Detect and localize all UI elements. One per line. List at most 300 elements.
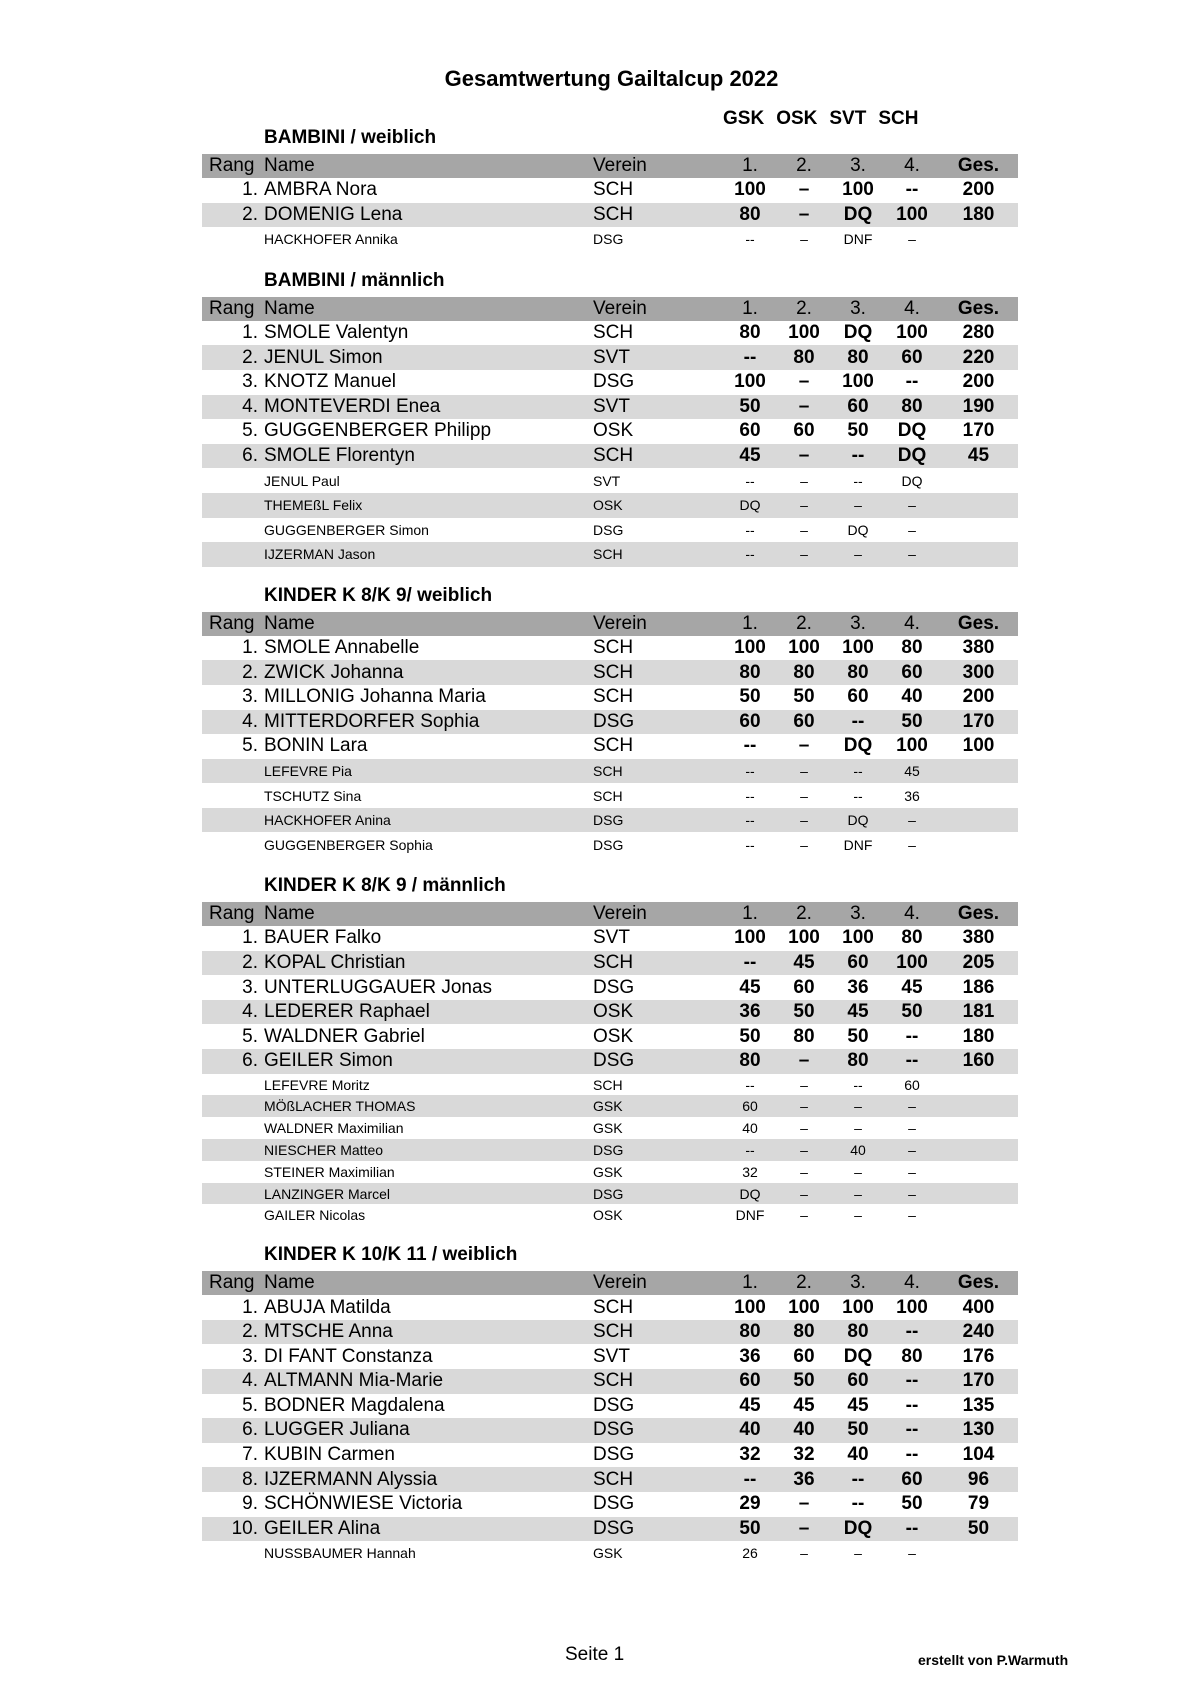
race-result: 29	[739, 1493, 761, 1515]
header-race: 1.	[723, 612, 777, 636]
club-cell: DSG	[586, 808, 723, 833]
rank-cell: 3.	[242, 1345, 258, 1367]
total-points: 79	[967, 1493, 990, 1515]
race-result: 100	[885, 203, 939, 228]
race-result: DQ	[843, 1345, 873, 1367]
rank-cell	[202, 808, 262, 833]
race-result: 40	[742, 1120, 758, 1137]
section-title: KINDER K 8/K 9/ weiblich	[264, 584, 493, 606]
athlete-name: MILLONIG Johanna Maria	[264, 686, 486, 708]
race-result: 100	[788, 927, 820, 949]
race-result: –	[777, 1139, 831, 1161]
athlete-name: LEDERER Raphael	[262, 1000, 586, 1025]
race-result: 100	[842, 1296, 874, 1318]
race-result: --	[885, 1517, 939, 1542]
race-result: –	[831, 493, 885, 518]
header-race: 2.	[777, 612, 831, 636]
race-result: –	[908, 1207, 916, 1224]
race-result: 100	[842, 179, 874, 201]
total-points: 200	[962, 371, 995, 393]
rank-cell	[202, 518, 262, 543]
race-result: DQ	[901, 472, 923, 489]
race-result: 50	[739, 1025, 761, 1047]
athlete-name: LEFEVRE Moritz	[264, 1076, 370, 1093]
ranked-row	[202, 321, 1018, 346]
club-cell: GSK	[593, 1120, 623, 1137]
header-race: 1.	[723, 1271, 777, 1295]
header-club: Verein	[586, 1271, 723, 1295]
race-result: 80	[885, 395, 939, 420]
race-result: 60	[831, 1369, 885, 1394]
race-result: –	[777, 395, 831, 420]
athlete-name: NUSSBAUMER Hannah	[264, 1545, 416, 1562]
ranked-row	[202, 951, 1018, 976]
race-result: 60	[885, 1467, 939, 1492]
results-table	[202, 297, 1018, 567]
athlete-name: LUGGER Juliana	[262, 1418, 586, 1443]
athlete-name: GUGGENBERGER Philipp	[264, 420, 492, 442]
race-result: --	[831, 444, 885, 469]
total-points: 130	[939, 1418, 1018, 1443]
race-result: 80	[723, 1320, 777, 1345]
race-result: 100	[842, 637, 874, 659]
race-result: –	[908, 1163, 916, 1180]
race-result: 100	[734, 1296, 766, 1318]
race-result: –	[798, 371, 810, 393]
section-gap	[202, 857, 1018, 870]
total-points	[939, 1117, 1018, 1139]
club-cell: SCH	[593, 1296, 634, 1318]
club-cell: OSK	[593, 420, 634, 442]
race-result: 100	[734, 371, 766, 393]
race-result: --	[831, 1467, 885, 1492]
club-cell: SCH	[586, 951, 723, 976]
unranked-row	[202, 493, 1018, 518]
race-result: --	[885, 1049, 939, 1074]
athlete-name: UNTERLUGGAUER Jonas	[264, 976, 493, 998]
ranked-row	[202, 926, 1018, 951]
header-race: 4.	[885, 902, 939, 926]
total-points: 205	[939, 951, 1018, 976]
race-result: –	[777, 203, 831, 228]
unranked-row	[202, 468, 1018, 493]
race-result: 80	[831, 345, 885, 370]
rank-cell	[202, 1161, 262, 1183]
ranked-row	[202, 1467, 1018, 1492]
ranked-row	[202, 444, 1018, 469]
rank-cell	[202, 1183, 262, 1205]
header-race: 2.	[777, 297, 831, 321]
total-points	[939, 783, 1018, 808]
unranked-row	[202, 1139, 1018, 1161]
header-race: 3.	[831, 902, 885, 926]
ranked-row	[202, 203, 1018, 228]
ranked-row	[202, 1517, 1018, 1542]
race-result: –	[777, 444, 831, 469]
club-cell: GSK	[593, 1545, 623, 1562]
race-result: 40	[723, 1418, 777, 1443]
header-race: 2.	[777, 1271, 831, 1295]
race-result: –	[908, 521, 916, 538]
header-total: Ges.	[939, 154, 1018, 178]
club-cell: DSG	[586, 1418, 723, 1443]
race-result: –	[800, 472, 808, 489]
unranked-row	[202, 1183, 1018, 1205]
unranked-row	[202, 759, 1018, 784]
total-points	[939, 468, 1018, 493]
race-result: –	[854, 1120, 862, 1137]
race-result: –	[885, 1095, 939, 1117]
header-race: 4.	[885, 297, 939, 321]
rank-cell	[202, 1541, 262, 1566]
rank-cell: 10.	[202, 1517, 262, 1542]
header-club: Verein	[586, 902, 723, 926]
athlete-name: WALDNER Gabriel	[264, 1025, 425, 1047]
header-name: Name	[262, 612, 586, 636]
header-club: Verein	[586, 297, 723, 321]
table-header-row	[202, 902, 1018, 926]
race-result: 45	[777, 951, 831, 976]
race-result: DQ	[723, 1183, 777, 1205]
ranked-row	[202, 370, 1018, 395]
race-result: --	[745, 1076, 755, 1093]
race-result: 26	[742, 1545, 758, 1562]
race-result: –	[777, 759, 831, 784]
race-result: 100	[842, 927, 874, 949]
total-points	[939, 759, 1018, 784]
unranked-row	[202, 1074, 1018, 1096]
total-points	[939, 518, 1018, 543]
race-result: –	[777, 1183, 831, 1205]
rank-cell: 8.	[202, 1467, 262, 1492]
club-cell: DSG	[586, 1139, 723, 1161]
athlete-name: SCHÖNWIESE Victoria	[264, 1493, 463, 1515]
race-result: --	[905, 1025, 919, 1047]
rank-cell: 4.	[202, 710, 262, 735]
ranked-row	[202, 660, 1018, 685]
race-result: 60	[723, 1095, 777, 1117]
header-rank: Rang	[202, 612, 262, 636]
race-result: –	[777, 1049, 831, 1074]
total-points: 96	[939, 1467, 1018, 1492]
total-points	[939, 493, 1018, 518]
section-title: KINDER K 8/K 9 / männlich	[264, 875, 506, 897]
section-title: BAMBINI / weiblich	[264, 127, 437, 148]
total-points: 380	[962, 637, 995, 659]
race-result: --	[723, 951, 777, 976]
athlete-name: ZWICK Johanna	[262, 660, 586, 685]
club-cell: DSG	[593, 521, 624, 538]
rank-cell: 6.	[202, 1049, 262, 1074]
race-result: DNF	[735, 1207, 765, 1224]
section-title: KINDER K 10/K 11 / weiblich	[264, 1244, 518, 1266]
unranked-row	[202, 518, 1018, 543]
race-result: 60	[723, 710, 777, 735]
athlete-name: BAUER Falko	[264, 927, 382, 949]
race-result: 80	[723, 1049, 777, 1074]
race-result: 100	[788, 637, 820, 659]
header-rank: Rang	[202, 902, 262, 926]
athlete-name: GEILER Alina	[262, 1517, 586, 1542]
section-gap	[202, 567, 1018, 580]
rank-cell: 3.	[242, 976, 258, 998]
page-title: Gesamtwertung Gailtalcup 2022	[444, 66, 779, 91]
rank-cell: 6.	[202, 444, 262, 469]
total-points: 176	[962, 1345, 995, 1367]
club-cell: SVT	[593, 1345, 630, 1367]
race-result: 100	[734, 637, 766, 659]
club-cell: OSK	[586, 1000, 723, 1025]
ranked-row	[202, 395, 1018, 420]
table-header-row	[202, 154, 1018, 178]
race-result: DQ	[843, 322, 873, 344]
race-result: –	[777, 1517, 831, 1542]
unranked-row	[202, 542, 1018, 567]
race-result: 50	[847, 1025, 869, 1047]
club-cell: DSG	[593, 1444, 635, 1466]
header-total: Ges.	[939, 297, 1018, 321]
race-result: 100	[842, 371, 874, 393]
club-cell: SVT	[593, 927, 630, 949]
rank-cell	[202, 1139, 262, 1161]
ranked-row	[202, 1492, 1018, 1517]
race-result: 60	[847, 686, 869, 708]
race-result: DQ	[723, 493, 777, 518]
total-points: 240	[939, 1320, 1018, 1345]
race-result: 40	[777, 1418, 831, 1443]
unranked-row	[202, 1541, 1018, 1566]
race-result: DQ	[843, 735, 873, 757]
results-table	[202, 154, 1018, 252]
race-result: 40	[901, 686, 923, 708]
club-cell: GSK	[593, 1163, 623, 1180]
total-points: 104	[962, 1444, 995, 1466]
ranked-row	[202, 734, 1018, 759]
race-result: --	[723, 808, 777, 833]
unranked-row	[202, 783, 1018, 808]
race-result: 60	[723, 1369, 777, 1394]
race-result: --	[905, 179, 919, 201]
unranked-row	[202, 832, 1018, 857]
rank-cell: 2.	[202, 660, 262, 685]
athlete-name: MONTEVERDI Enea	[262, 395, 586, 420]
athlete-name: WALDNER Maximilian	[264, 1120, 404, 1137]
total-points: 300	[939, 660, 1018, 685]
ranked-row	[202, 1000, 1018, 1025]
ranked-row	[202, 1049, 1018, 1074]
header-total: Ges.	[939, 902, 1018, 926]
race-result: --	[745, 787, 755, 804]
results-table	[202, 902, 1018, 1226]
total-points: 400	[962, 1296, 995, 1318]
rank-cell: 4.	[202, 395, 262, 420]
race-result: 100	[734, 927, 766, 949]
header-race: 1.	[723, 154, 777, 178]
rank-cell: 1.	[242, 1296, 258, 1318]
athlete-name: IJZERMANN Alyssia	[262, 1467, 586, 1492]
club-cell: OSK	[593, 1025, 634, 1047]
total-points: 181	[939, 1000, 1018, 1025]
race-result: –	[831, 1183, 885, 1205]
rank-cell	[202, 227, 262, 252]
race-result: 100	[734, 179, 766, 201]
race-result: 60	[793, 1345, 815, 1367]
race-result: 100	[896, 322, 928, 344]
header-name: Name	[262, 154, 586, 178]
race-result: –	[777, 542, 831, 567]
club-cell: SCH	[593, 322, 634, 344]
rank-cell	[202, 468, 262, 493]
race-result: 80	[831, 660, 885, 685]
header-race: 2.	[777, 902, 831, 926]
race-result: DQ	[885, 444, 939, 469]
section-gap	[202, 252, 1018, 265]
race-result: –	[908, 836, 916, 853]
race-result: 60	[793, 976, 815, 998]
race-result: 60	[777, 710, 831, 735]
total-points	[939, 1541, 1018, 1566]
athlete-name: KOPAL Christian	[262, 951, 586, 976]
race-result: --	[723, 345, 777, 370]
header-club: Verein	[586, 612, 723, 636]
club-cell: OSK	[593, 1207, 623, 1224]
total-points	[939, 1183, 1018, 1205]
ranked-row	[202, 1295, 1018, 1320]
race-result: –	[908, 1120, 916, 1137]
club-cell: SCH	[586, 759, 723, 784]
race-result: 50	[793, 686, 815, 708]
rank-cell: 1.	[242, 179, 258, 201]
ranked-row	[202, 1024, 1018, 1049]
race-result: –	[800, 1120, 808, 1137]
race-result: --	[885, 1320, 939, 1345]
race-result: –	[885, 808, 939, 833]
race-result: --	[743, 735, 757, 757]
total-points: 280	[962, 322, 995, 344]
total-points	[939, 227, 1018, 252]
rank-cell: 2.	[202, 1320, 262, 1345]
race-result: 100	[788, 1296, 820, 1318]
race-result: --	[831, 710, 885, 735]
total-points: 200	[962, 686, 995, 708]
club-label: SVT	[829, 108, 867, 129]
race-result: DQ	[831, 808, 885, 833]
rank-cell: 5.	[242, 420, 258, 442]
race-result: 60	[831, 395, 885, 420]
athlete-name: ALTMANN Mia-Marie	[262, 1369, 586, 1394]
race-result: –	[798, 735, 810, 757]
race-result: –	[854, 1545, 862, 1562]
header-rank: Rang	[202, 1271, 262, 1295]
rank-cell: 3.	[242, 686, 258, 708]
club-label: OSK	[776, 108, 818, 129]
total-points: 170	[939, 710, 1018, 735]
race-result: 45	[901, 976, 923, 998]
rank-cell: 1.	[242, 322, 258, 344]
club-cell: SCH	[586, 203, 723, 228]
race-result: 50	[847, 420, 869, 442]
club-cell: DSG	[593, 976, 635, 998]
rank-cell	[202, 1095, 262, 1117]
race-result: --	[851, 1493, 865, 1515]
race-result: 45	[847, 1394, 869, 1416]
athlete-name: JENUL Paul	[264, 472, 340, 489]
race-result: --	[745, 472, 755, 489]
race-result: 100	[788, 322, 820, 344]
header-race: 3.	[831, 612, 885, 636]
header-race: 4.	[885, 154, 939, 178]
race-result: 80	[901, 927, 923, 949]
race-result: 80	[723, 660, 777, 685]
athlete-name: BODNER Magdalena	[264, 1394, 445, 1416]
race-result: 45	[885, 759, 939, 784]
race-result: 100	[896, 1296, 928, 1318]
race-result: --	[723, 759, 777, 784]
header-race: 3.	[831, 297, 885, 321]
club-cell: SVT	[586, 345, 723, 370]
header-name: Name	[262, 902, 586, 926]
race-result: –	[885, 1183, 939, 1205]
race-result: 80	[831, 1049, 885, 1074]
table-header-row	[202, 297, 1018, 321]
unranked-row	[202, 1117, 1018, 1139]
race-result: 80	[777, 1320, 831, 1345]
race-result: 36	[847, 976, 869, 998]
club-cell: SCH	[593, 1076, 623, 1093]
total-points	[939, 808, 1018, 833]
header-race: 1.	[723, 297, 777, 321]
race-result: –	[800, 1207, 808, 1224]
header-race: 2.	[777, 154, 831, 178]
athlete-name: GUGGENBERGER Simon	[264, 521, 429, 538]
race-result: 36	[904, 787, 920, 804]
rank-cell: 3.	[242, 371, 258, 393]
race-result: 100	[896, 735, 928, 757]
race-result: --	[745, 231, 755, 248]
race-result: –	[800, 1163, 808, 1180]
race-result: –	[777, 493, 831, 518]
club-cell: GSK	[586, 1095, 723, 1117]
race-result: –	[777, 1095, 831, 1117]
total-points	[939, 1074, 1018, 1096]
race-result: –	[908, 231, 916, 248]
race-result: –	[798, 179, 810, 201]
rank-cell: 7.	[242, 1444, 258, 1466]
header-race: 3.	[831, 1271, 885, 1295]
club-cell: DSG	[586, 710, 723, 735]
race-result: 100	[885, 951, 939, 976]
athlete-name: LANZINGER Marcel	[262, 1183, 586, 1205]
race-result: 32	[739, 1444, 761, 1466]
race-result: DQ	[831, 1517, 885, 1542]
total-points: 100	[962, 735, 995, 757]
race-result: –	[800, 1545, 808, 1562]
total-points: 380	[962, 927, 995, 949]
ranked-row	[202, 1418, 1018, 1443]
athlete-name: SMOLE Valentyn	[264, 322, 409, 344]
total-points	[939, 1139, 1018, 1161]
race-result: 60	[904, 1076, 920, 1093]
athlete-name: GEILER Simon	[262, 1049, 586, 1074]
ranked-row	[202, 178, 1018, 203]
race-result: DNF	[843, 231, 873, 248]
total-points: 190	[939, 395, 1018, 420]
rank-cell: 1.	[242, 637, 258, 659]
athlete-name: HACKHOFER Annika	[264, 231, 398, 248]
club-cell: OSK	[586, 493, 723, 518]
total-points: 50	[939, 1517, 1018, 1542]
club-cell: DSG	[593, 231, 624, 248]
